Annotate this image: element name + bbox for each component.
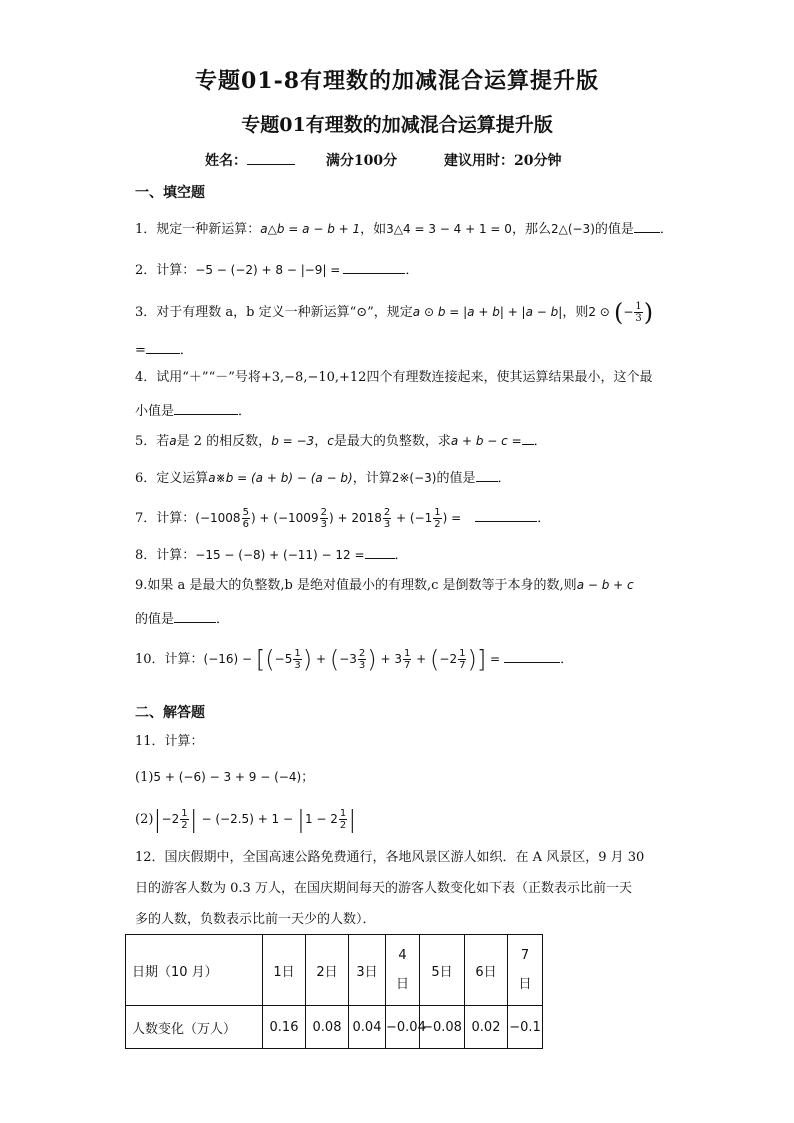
table-value-2: 0.08 xyxy=(306,1006,349,1049)
q5-var-c: c xyxy=(327,434,334,448)
q2-end: ． xyxy=(405,263,419,278)
q6-text-c: 的值是 xyxy=(436,471,476,486)
question-8 xyxy=(135,544,408,565)
question-4: 4．试用“＋”“－”号将+3,−8,−10,+12四个有理数连接起来，使其运算结果最小，这个最 xyxy=(135,370,653,385)
question-12-line1: 12．国庆假期中，全国高速公路免费通行，各地风景区游人如织．在 A 风景区，9 月 30 xyxy=(135,850,645,865)
question-2 xyxy=(135,259,418,280)
q5-text-e: 是最大的负整数，求 xyxy=(333,434,451,449)
question-9 xyxy=(135,576,634,595)
q6-blank xyxy=(476,467,498,482)
sub-title: 专题01有理数的加减混合运算提升版 xyxy=(241,114,553,136)
name-label: 姓名： xyxy=(205,153,247,169)
table-day-1: 1日 xyxy=(263,935,306,1006)
question-12-line2: 日的游客人数为 0.3 万人，在国庆期间每天的游客人数变化如下表（正数表示比前一天 xyxy=(135,881,632,896)
table-row-changes xyxy=(126,1006,543,1049)
question-12-line3: 多的人数，负数表示比前一天少的人数）． xyxy=(135,912,376,927)
q7-end: ． xyxy=(537,511,551,526)
q3-ask: 2 ⊙ xyxy=(588,305,610,319)
name-blank xyxy=(247,150,295,165)
q11-part2-label: (2) xyxy=(135,812,154,827)
table-day-4-unit: 日 xyxy=(395,977,409,992)
q9-text-b: 的值是 xyxy=(135,612,175,627)
q3-paren-open: ( xyxy=(613,298,624,327)
q1-text-c: ，那么 xyxy=(511,222,551,237)
table-day-4 xyxy=(386,935,420,1006)
q6-expr: a※b = (a + b) − (a − b) xyxy=(208,471,353,485)
table-value-5: −0.08 xyxy=(420,1006,465,1049)
q5-blank xyxy=(522,430,534,445)
question-3-line2 xyxy=(135,339,193,360)
q6-ask: 2※(−3) xyxy=(391,471,437,485)
table-value-6: 0.02 xyxy=(465,1006,508,1049)
table-value-3: 0.04 xyxy=(349,1006,386,1049)
question-4-line2 xyxy=(135,400,251,421)
q6-text-b: ，计算 xyxy=(352,471,392,486)
table-day-7-num: 7 xyxy=(520,948,530,963)
q3-minus: − xyxy=(623,305,634,319)
q3-text-b: ，则 xyxy=(562,305,589,320)
q4-text: 小值是 xyxy=(135,404,175,419)
q3-fraction: $\frac{1}{3}$ xyxy=(635,301,642,324)
q3-paren-close: ) xyxy=(643,298,654,327)
q4-blank xyxy=(174,400,238,415)
q1-ask: 2△(−3) xyxy=(550,222,595,236)
section-answer: 二、解答题 xyxy=(135,705,205,721)
q6-end: ． xyxy=(497,471,511,486)
q2-text: 2．计算： xyxy=(135,263,196,278)
q1-end: ． xyxy=(659,222,673,237)
visitor-change-table xyxy=(125,934,543,1049)
table-value-7: −0.1 xyxy=(508,1006,543,1049)
main-title: 专题01-8有理数的加减混合运算提升版 xyxy=(194,68,600,94)
q6-text: 6．定义运算 xyxy=(135,471,209,486)
q3-expr: a ⊙ b = |a + b| + |a − b| xyxy=(412,305,563,319)
q10-expr: (−16) − [(−5 $\frac{1}{3}$ ) + (−3 $\frac{2}{3}$ ) + 3 $\frac{1}{7}$ + (−2 $\frac{1}{7}$ )] = xyxy=(203,645,501,674)
question-7 xyxy=(135,507,550,530)
table-header-date: 日期（10 月） xyxy=(126,935,263,1006)
table-day-2: 2日 xyxy=(306,935,349,1006)
question-11-part1 xyxy=(135,768,314,787)
question-11-part2 xyxy=(135,805,357,834)
exam-meta xyxy=(205,150,561,170)
q8-blank xyxy=(365,544,395,559)
q10-end: ． xyxy=(560,652,574,667)
q9-text: 9.如果 a 是最大的负整数,b 是绝对值最小的有理数,c 是倒数等于本身的数,则 xyxy=(135,578,577,593)
q1-text-d: 的值是 xyxy=(594,222,634,237)
table-day-5: 5日 xyxy=(420,935,465,1006)
table-value-4-text: −0.04 xyxy=(386,1019,426,1035)
q10-text: 10．计算： xyxy=(135,652,204,667)
q11-part1-label: (1) xyxy=(135,770,154,785)
q2-expr: −5 − (−2) + 8 − |−9| = xyxy=(195,263,341,277)
table-day-6: 6日 xyxy=(465,935,508,1006)
q7-blank xyxy=(475,507,537,522)
q4-end: ． xyxy=(238,404,252,419)
question-3 xyxy=(135,298,654,327)
q8-text: 8．计算： xyxy=(135,548,196,563)
suggested-time: 建议用时：20分钟 xyxy=(443,153,562,169)
q1-blank xyxy=(634,218,660,233)
q5-end: ． xyxy=(533,434,547,449)
table-value-4 xyxy=(386,1006,426,1049)
table-day-4-num: 4 xyxy=(398,948,407,963)
q2-blank xyxy=(343,259,405,274)
question-5 xyxy=(135,430,547,451)
q9-blank xyxy=(174,608,216,623)
table-day-7 xyxy=(508,935,543,1006)
table-day-7-unit: 日 xyxy=(518,977,532,992)
q1-text: 1．规定一种新运算： xyxy=(135,222,261,237)
q3-blank xyxy=(146,339,180,354)
question-6 xyxy=(135,467,511,488)
q1-text-b: ，如 xyxy=(360,222,387,237)
q5-text-d: ， xyxy=(314,434,328,449)
q5-text-b: 是 2 的相反数， xyxy=(176,434,272,449)
q5-expr: a + b − c = xyxy=(450,434,522,448)
question-11: 11．计算： xyxy=(135,734,204,749)
question-1 xyxy=(135,218,673,239)
q3-text: 3．对于有理数 a，b 定义一种新运算“⊙”，规定 xyxy=(135,305,413,320)
q5-b-value: b = −3 xyxy=(271,434,315,448)
full-score: 满分100分 xyxy=(325,153,398,169)
q10-blank xyxy=(504,648,560,663)
q5-var-a: a xyxy=(169,434,177,448)
question-10 xyxy=(135,645,574,674)
table-value-1: 0.16 xyxy=(263,1006,306,1049)
question-9-line2 xyxy=(135,608,229,629)
q9-end: ． xyxy=(216,612,230,627)
q11-part1-expr: 5 + (−6) − 3 + 9 − (−4) xyxy=(153,770,302,784)
q8-end: ． xyxy=(394,548,408,563)
table-row-label: 人数变化（万人） xyxy=(126,1006,263,1049)
table-row-dates xyxy=(126,935,543,1006)
q5-text: 5．若 xyxy=(135,434,170,449)
section-fill-blank: 一、填空题 xyxy=(135,185,205,201)
q1-example: 3△4 = 3 − 4 + 1 = 0 xyxy=(386,222,512,236)
q3-equals: = xyxy=(135,343,146,358)
q9-expr: a − b + c xyxy=(576,578,634,592)
table-day-3: 3日 xyxy=(349,935,386,1006)
q3-end: ． xyxy=(179,343,193,358)
q1-expr: a△b = a − b + 1 xyxy=(260,222,361,236)
q7-expr: (−1008 $\frac{5}{6}$ ) + (−1009 $\frac{2}{3}$ ) + 2018 $\frac{2}{3}$ + (−1 $\frac{1}{2}$ ) = xyxy=(195,507,462,530)
q7-text: 7．计算： xyxy=(135,511,196,526)
q8-expr: −15 − (−8) + (−11) − 12 = xyxy=(195,548,365,562)
q11-part2-expr: |−2 $\frac{1}{2}$ | − (−2.5) + 1 − |1 − 2 $\frac{1}{2}$ | xyxy=(153,805,357,834)
q11-part1-end: ； xyxy=(301,770,315,785)
